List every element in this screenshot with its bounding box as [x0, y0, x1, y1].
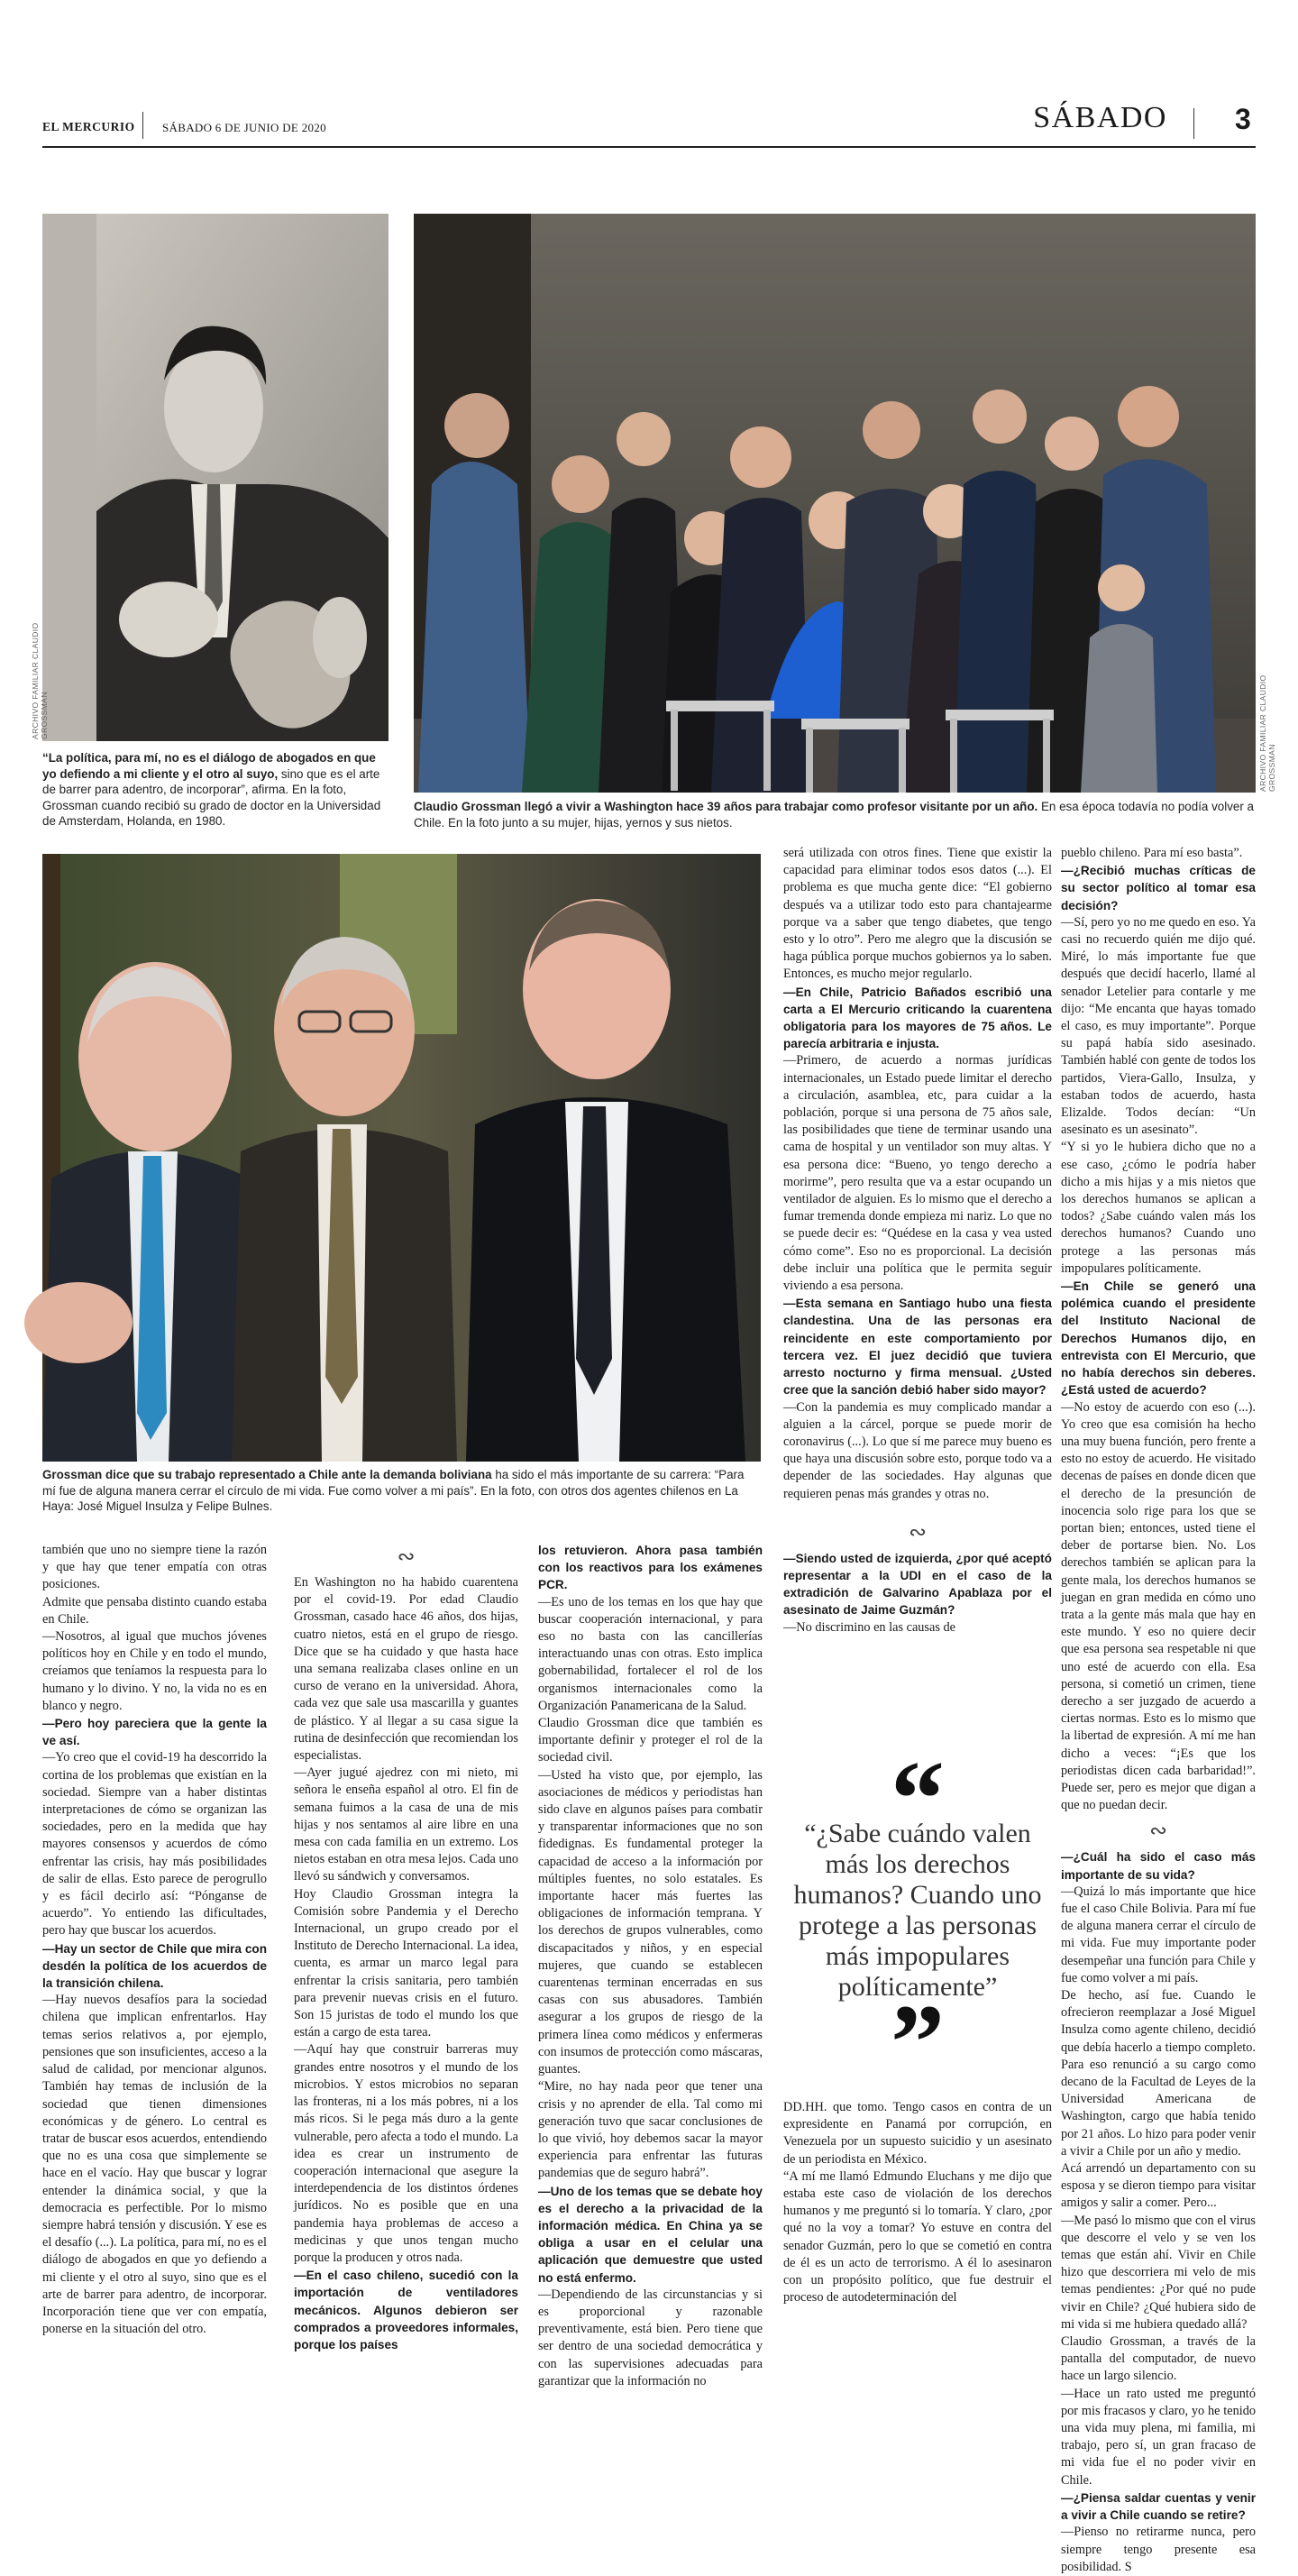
paragraph: pueblo chileno. Para mí eso basta”.	[1061, 846, 1243, 860]
paragraph: —Con la pandemia es muy complicado mandar a alguien a la cárcel, porque se puede morir de coronavirus (...). Lo que sí me parece muy bueno es que haya una discusión sobre esto, porque todo va a depender de las sociedades. Hay algunas que requieren penas más grandes y otras no.	[783, 1399, 1052, 1501]
pullquote-open-mark: “	[891, 1738, 945, 1858]
agents-caption-text: ha sido el más importante de su carrera: “Para mí fue de alguna manera cerrar el círculo de mi vida. Fue como volver a mi país”. En la foto, con otros dos agentes chilenos en La Haya: José Miguel Insulza y Felipe Bulnes.	[42, 1468, 745, 1513]
paragraph: —Primero, de acuerdo a normas jurídicas internacionales, un Estado puede limitar el derecho a circulación, asamblea, etc, para cuidar a la población, porque si una persona de 75 años sale, las posibilidades que tiene de terminar usando una cama de hospital y un ventilador son muy altas. Y esa persona dice: “Bueno, yo tengo derecho a morirme”, pero resulta que va a estar ocupando un ventilador de alguien. Es lo mismo que el derecho a fumar tremenda donde empieza mi nariz. Lo que no se puede decir es: “Quédese en la casa y vea usted cómo come”. Eso no es proporcional. La decisión debe incluir una política que le permita seguir viviendo a esa persona.	[783, 1053, 1052, 1294]
paragraph: —No discrimino en las causas de	[783, 1619, 955, 1635]
article-col-4	[783, 2099, 1052, 2401]
article-col-2	[294, 1540, 518, 2401]
paragraph: será utilizada con otros fines. Tiene que existir la capacidad para eliminar todos esos datos (...). El problema es que mucha gente dice: “El gobierno después va a utilizar todo esto para chantajearme porque va a saber que tengo diabetes, que tengo esto y lo otro”. Pero me alegro que la discusión se haga pública porque muchos gobiernos ya lo saben. Entonces, es mucho mejor regularlo.	[783, 846, 1052, 982]
interview-question: —En Chile se generó una polémica cuando el presidente del Instituto Nacional de Derechos Humanos dijo, en entrevista con El Mercurio, que no había derechos sin deberes. ¿Está usted de acuerdo?	[1061, 1279, 1256, 1398]
section-ornament: ∾	[1148, 1820, 1168, 1844]
portrait-caption	[42, 750, 389, 830]
masthead-divider	[142, 112, 143, 139]
paragraph: —Es uno de los temas en los que hay que buscar cooperación internacional, y para eso no basta con las cancillerías interactuando unas con otras. Esto implica gobernabilidad, fortalecer el rol de los organismos internacionales como la Organización Panamericana de la Salud.	[538, 1594, 763, 1713]
paragraph: —Pienso no retirarme nunca, pero siempre tengo presente esa posibilidad. S	[1061, 2525, 1256, 2574]
family-caption	[414, 799, 1256, 830]
paragraph: En Washington no ha habido cuarentena por el covid-19. Por edad Claudio Grossman, casado hace 46 años, dos hijas, cuatro nietos, está en el grupo de riesgo. Dice que se ha cuidado y que hasta hace una semana realizaba clases online en un curso de verano en la universidad. Ahora, cada vez que sale usa mascarilla y guantes de plástico. Y al llegar a su casa sigue la rutina de desinfección que recomiendan los especialistas.	[294, 1575, 518, 1764]
article-col-right-top	[1061, 845, 1256, 2574]
paragraph: Hoy Claudio Grossman integra la Comisión sobre Pandemia y el Derecho Internacional, un grupo creado por el Instituto de Derecho Internacional. La idea, cuenta, es armar un marco legal para enfrentar la crisis sanitaria, pero también para prevenir nuevas crisis en el futuro. Son 15 juristas de todo el mundo los que están a cargo de esta tarea.	[294, 1886, 518, 2040]
portrait-photo-credit: ARCHIVO FAMILIAR CLAUDIO GROSSMAN	[31, 622, 49, 739]
paragraph: —Hace un rato usted me preguntó por mis fracasos y claro, yo he tenido una vida muy plena, mi familia, mi trabajo, pero sí, un gran fracaso de mi vida fue el no poder vivir en Chile.	[1061, 2386, 1256, 2488]
interview-question: —¿Recibió muchas críticas de su sector político al tomar esa decisión?	[1061, 864, 1256, 912]
portrait-caption-text: sino que es el arte de barrer para adentro, de incorporar”, afirma. En la foto, Grossman cuando recibió su grado de doctor en la Universidad de Amsterdam, Holanda, en 1980.	[42, 766, 381, 828]
paragraph: —Usted ha visto que, por ejemplo, las asociaciones de médicos y periodistas han sido clave en algunos países para combatir y transparentar informaciones que no son fidedignas. Es fundamental proteger la capacidad de acceso a la información por múltiples fuentes, no solo estatales. Es importante hacer más fuertes las obligaciones de información temprana. Y los derechos de grupos vulnerables, como discapacitados y niños, y en especial mujeres, que cuando se establecen cuarentenas terminan encerradas en sus casas con sus abusadores. También asegurar a los grupos de riesgo de la primera línea como médicos y enfermeras con insumos de protección como máscaras, guantes.	[538, 1767, 763, 2077]
paragraph: —Me pasó lo mismo que con el virus que descorre el velo y se ven los temas que están ahí. Vivir en Chile hizo que descorriera mi velo de mis temas pendientes: ¿Por qué no pude vivir en Chile? ¿Qué hubiera sido de mi vida si me hubiera quedado allá?	[1061, 2213, 1256, 2332]
pullquote-close-mark: ”	[891, 1982, 945, 2102]
paragraph: —Ayer jugué ajedrez con mi nieto, mi señora le enseña español al otro. El fin de semana fuimos a la casa de una de mis hijas y nos sentamos al aire libre en una mesa con cada familia en un extremo. Los nietos estaban en otra mesa lejos. Cada uno llevó su sándwich y conversamos.	[294, 1765, 518, 1884]
paragraph: Acá arrendó un departamento con su esposa y se dieron tiempo para visitar amigos y salir a comer. Pero...	[1061, 2161, 1256, 2211]
interview-question: —¿Piensa saldar cuentas y venir a vivir a Chile cuando se retire?	[1061, 2490, 1256, 2523]
paragraph: —Dependiendo de las circunstancias y si es proporcional y razonable preventivamente, está bien. Pero tiene que ser dentro de una sociedad democrática y con las supervisiones adecuadas para garantizar que la información no	[538, 2287, 763, 2388]
family-caption-text: En esa época todavía no podía volver a Chile. En la foto junto a su mujer, hijas, yernos y sus nietos.	[414, 800, 1254, 830]
paragraph: —Aquí hay que construir barreras muy grandes entre nosotros y el mundo de los microbios. Y estos microbios no separan las fronteras, ni a los más pobres, ni a los más ricos. Si le pega más duro a la gente vulnerable, pero afecta a todo el mundo. La idea es crear un instrumento de cooperación internacional que asegure la interdependencia de los distintos órdenes jurídicos. No es posible que en una pandemia haya problemas de acceso a medicinas y que unos tengan mucho porque la producen y otros nada.	[294, 2042, 518, 2265]
family-caption-bold: Claudio Grossman llegó a vivir a Washington hace 39 años para trabajar como profesor visitante por un año.	[414, 800, 1038, 813]
section-ornament: ∾	[908, 1520, 928, 1545]
agents-caption	[42, 1467, 761, 1515]
article-col-mid-top	[783, 845, 1052, 1635]
article-col-3	[538, 1542, 763, 2401]
section-divider	[1193, 108, 1194, 139]
section-title: SÁBADO	[1033, 101, 1167, 134]
paragraph: —Hay nuevos desafíos para la sociedad chilena que implican enfrentarlos. Hay temas serios relativos a, por ejemplo, pensiones que son insuficientes, acceso a la salud de calidad, por mencionar algunos. También hay temas de inclusión de la sociedad que tienen dimensiones económicas y de género. Lo central es tratar de buscar esos acuerdos, entendiendo que no es una cosa que simplemente se hace en el vacío. Hay que buscar y lograr entender la dinámica social, y que la democracia es perfectible. Por lo mismo siempre habrá tensión y discusión. Y ese es el desafío (...). La política, para mí, no es el diálogo de abogados en que yo defiendo a mi cliente y el otro al suyo, sino que es el arte de barrer para adentro, de incorporar. Incorporación tiene que ver con empatía, ponerse en la situación del otro.	[42, 1993, 267, 2337]
masthead-rule	[42, 146, 1256, 148]
section-ornament: ∾	[397, 1545, 416, 1569]
paragraph: —No estoy de acuerdo con eso (...). Yo creo que esa comisión ha hecho una muy buena función, pero frente a esto no estoy de acuerdo. He visitado decenas de países en donde dicen que el derecho de la presunción de inocencia solo rige para los que se portan bien; entonces, usted tiene el deber de portarse bien. No. Los derechos también se aplican para la gente mala, los derechos humanos se juegan en gran medida en cómo uno trata a la gente más mala que hay en este mundo. Y eso no quiere decir que esa persona sea respetable ni que uno esté de acuerdo con ella. Esa persona, si cometió un crimen, tiene derecho a ser juzgado de acuerdo a ciertas normas. Esto es lo mismo que la libertad de expresión. A mí me han dicho a veces: “¡Es que los periodistas dicen cada barbaridad!”. Puede ser, pero es mejor que digan a que no puedan decir.	[1061, 1399, 1256, 1813]
interview-question: —En el caso chileno, sucedió con la importación de ventiladores mecánicos. Algunos debieron ser comprados a proveedores informales, porque los países	[294, 2269, 518, 2351]
masthead-date: SÁBADO 6 DE JUNIO DE 2020	[162, 121, 326, 134]
agents-caption-bold: Grossman dice que su trabajo representado a Chile ante la demanda boliviana	[42, 1468, 492, 1481]
article-col-1	[42, 1542, 267, 2401]
paragraph: DD.HH. que tomo. Tengo casos en contra de un expresidente en Panamá por corrupción, en Venezuela por un supuesto suicidio y un asesinato de un periodista en México.	[783, 2100, 1052, 2167]
family-photo-credit: ARCHIVO FAMILIAR CLAUDIO GROSSMAN	[1258, 674, 1276, 792]
paragraph: “Y si yo le hubiera dicho que no a ese caso, ¿cómo le podría haber dicho a mis hijas y a mis nietos que los derechos humanos se aplican a todos? ¿Sabe cuándo valen más los derechos humanos? Cuando uno protege a las personas más impopulares políticamente.	[1061, 1140, 1256, 1276]
interview-question: los retuvieron. Ahora pasa también con los reactivos para los exámenes PCR.	[538, 1544, 763, 1592]
paragraph: Admite que pensaba distinto cuando estaba en Chile.	[42, 1594, 267, 1627]
portrait-caption-bold: “La política, para mí, no es el diálogo de abogados en que yo defiendo a mi cliente y el otro al suyo,	[42, 751, 376, 781]
interview-question: —Uno de los temas que se debate hoy es el derecho a la privacidad de la información médica. En China ya se obliga a usar en el celular una aplicación que demuestre que usted no está enfermo.	[538, 2184, 763, 2285]
page-number: 3	[1235, 103, 1251, 135]
paragraph: “Mire, no hay nada peor que tener una crisis y no aprender de ella. Tal como mi generación tuvo que sacar conclusiones de lo que vivió, hoy debemos sacar la mayor experiencia para enfrentar las futuras pandemias que de seguro habrá”.	[538, 2079, 763, 2181]
paragraph: “A mí me llamó Edmundo Eluchans y me dijo que estaba este caso de violación de los derechos humanos y me preguntó si lo tomaría. Y claro, ¿por qué no la voy a tomar? Yo estuve en contra del senador Guzmán, pero lo que se cometió en contra de él es un acto de terrorismo. A él lo asesinaron con un propósito político, que fue destruir el proceso de autodeterminación del	[783, 2168, 1052, 2306]
interview-question: —Pero hoy pareciera que la gente la ve así.	[42, 1717, 267, 1748]
interview-question: —En Chile, Patricio Bañados escribió una carta a El Mercurio criticando la cuarentena obligatoria para los mayores de 75 años. Le parecía arbitraria e injusta.	[783, 985, 1052, 1051]
pullquote-text: “¿Sabe cuándo valen más los derechos humanos? Cuando uno protege a las personas más impopulares políticamente”	[793, 1819, 1042, 2002]
paragraph: también que uno no siempre tiene la razón y que hay que tener empatía con otras posiciones.	[42, 1543, 267, 1592]
paragraph: De hecho, así fue. Cuando le ofrecieron reemplazar a José Miguel Insulza como agente chileno, decidió que debía hacerlo a tiempo completo. Para eso renunció a su cargo como decano de la Facultad de Leyes de la Universidad Americana de Washington, cargo que había tenido por 21 años. Lo hizo para poder venir a vivir a Chile por un año y medio.	[1061, 1988, 1256, 2159]
agents-photo	[42, 854, 761, 1462]
paragraph: —Yo creo que el covid-19 ha descorrido la cortina de los problemas que existían en la sociedad. Siempre van a haber distintas interpretaciones de cómo se organizan las sociedades, pero en la medida que hay mayores consensos y acuerdos de cómo enfrentar las crisis, hay más posibilidades de salir de ellas. Esto parece de perogrullo y es fácil decirlo así: “Pónganse de acuerdo”. Yo entiendo las dificultades, pero hay que buscar los acuerdos.	[42, 1750, 267, 1939]
masthead-brand: EL MERCURIO	[42, 120, 135, 133]
family-photo	[414, 214, 1256, 793]
paragraph: Claudio Grossman dice que también es importante definir y proteger el rol de la sociedad civil.	[538, 1716, 763, 1765]
paragraph: —Quizá lo más importante que hice fue el caso Chile Bolivia. Para mí fue de alguna manera cerrar el círculo de mi vida. Fue muy importante poder desempeñar una función para Chile y fue como volver a mi país.	[1061, 1884, 1256, 1985]
paragraph: —Sí, pero yo no me quedo en eso. Ya casi no recuerdo quién me dijo qué. Miré, lo más importante fue que después que decidí hacerlo, llamé al senador Letelier para contarle y me dijo: “Me encanta que hayas tomado el caso, es muy importante”. Porque su papá había sido asesinado. También hablé con gente de todos los partidos, Viera-Gallo, Insulza, y estaban todos de acuerdo, hasta Elizalde. Todos decían: “Un asesinato es un asesinato”.	[1061, 914, 1256, 1138]
interview-question: —Hay un sector de Chile que mira con desdén la política de los acuerdos de la transición chilena.	[42, 1941, 267, 1991]
portrait-photo	[42, 214, 388, 741]
interview-question: —Esta semana en Santiago hubo una fiesta clandestina. Una de las personas era reincidente en este comportamiento por tercera vez. El juez decidió que tuviera arresto nocturno y firma mensual. ¿Usted cree que la sanción debió haber sido mayor?	[783, 1297, 1052, 1398]
interview-question: —Siendo usted de izquierda, ¿por qué aceptó representar a la UDI en el caso de la extradición de Galvarino Apablaza por el asesinato de Jaime Guzmán?	[783, 1551, 1052, 1618]
paragraph: —Nosotros, al igual que muchos jóvenes políticos hoy en Chile y en todo el mundo, creíamos que teníamos la respuesta para lo humano y lo divino. Y no, la vida no es en blanco y negro.	[42, 1629, 267, 1713]
interview-question: —¿Cuál ha sido el caso más importante de su vida?	[1061, 1850, 1256, 1882]
paragraph-spacer	[783, 1503, 1052, 1516]
paragraph: Claudio Grossman, a través de la pantalla del computador, de nuevo hace un largo silencio.	[1061, 2334, 1256, 2384]
